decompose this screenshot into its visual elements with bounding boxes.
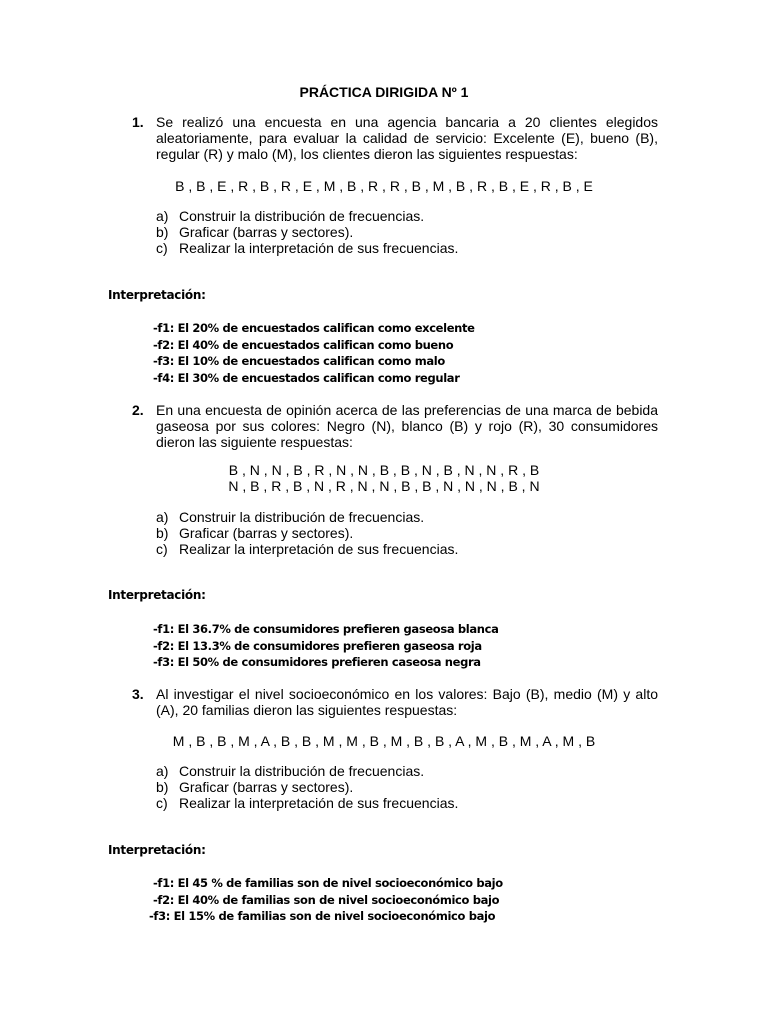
- task-item: a) Construir la distribución de frecuencias.: [156, 763, 425, 779]
- response-data-line: B , B , E , R , B , R , E , M , B , R , R , B , M , B , R , B , E , R , B , E: [175, 178, 593, 194]
- interpretation-list: [153, 621, 498, 671]
- task-list: [156, 208, 458, 256]
- response-data-line: N , B , R , B , N , R , N , N , B , B , N , N , N , B , N: [228, 478, 540, 494]
- interpretation-heading: Interpretación:: [108, 288, 206, 302]
- interpretation-heading: Interpretación:: [108, 588, 206, 602]
- task-item: b) Graficar (barras y sectores).: [156, 525, 354, 541]
- interpretation-item: -f3: El 15% de familias son de nivel socioeconómico bajo: [149, 909, 496, 923]
- interpretation-heading: Interpretación:: [108, 843, 206, 857]
- task-item: c) Realizar la interpretación de sus frecuencias.: [156, 240, 459, 256]
- interpretation-item: -f2: El 40% de familias son de nivel socioeconómico bajo: [153, 892, 500, 907]
- interpretation-item: -f1: El 45 % de familias son de nivel socioeconómico bajo: [153, 876, 503, 890]
- response-data-line: M , B , B , M , A , B , B , M , M , B , M , B , B , A , M , B , M , A , M , B: [172, 733, 596, 749]
- question-text: En una encuesta de opinión acerca de las preferencias de una marca de bebida gaseosa por sus colores: Negro (N), blanco (B) y rojo (R), 30 consumidores dieron las siguiente respuestas:: [156, 402, 658, 450]
- interpretation-item: -f1: El 20% de encuestados califican como excelente: [153, 321, 475, 335]
- response-data-line: B , N , N , B , R , N , N , B , B , N , B , N , N , R , B: [228, 462, 540, 478]
- question-1: [132, 114, 658, 162]
- question-number: 3.: [132, 686, 144, 702]
- interpretation-item: -f3: El 50% de consumidores prefieren caseosa negra: [153, 655, 481, 669]
- task-item: c) Realizar la interpretación de sus frecuencias.: [156, 541, 459, 557]
- interpretation-item: -f1: El 36.7% de consumidores prefieren gaseosa blanca: [153, 622, 499, 636]
- interpretation-item: -f3: El 10% de encuestados califican como malo: [153, 354, 445, 368]
- task-item: a) Construir la distribución de frecuencias.: [156, 509, 425, 525]
- interpretation-item: -f2: El 13.3% de consumidores prefieren gaseosa roja: [153, 638, 482, 653]
- interpretation-item: -f2: El 40% de encuestados califican como bueno: [153, 337, 454, 352]
- interpretation-list: [149, 875, 503, 925]
- task-item: c) Realizar la interpretación de sus frecuencias.: [156, 795, 459, 811]
- task-item: b) Graficar (barras y sectores).: [156, 224, 354, 240]
- question-text: Al investigar el nivel socioeconómico en los valores: Bajo (B), medio (M) y alto (A), 20 familias dieron las siguientes respuestas:: [156, 686, 658, 718]
- question-number: 2.: [132, 402, 144, 418]
- task-list: [156, 509, 458, 557]
- interpretation-list: [153, 320, 475, 386]
- page-title: PRÁCTICA DIRIGIDA Nº 1: [299, 84, 469, 100]
- question-text: Se realizó una encuesta en una agencia bancaria a 20 clientes elegidos aleatoriamente, para evaluar la calidad de servicio: Excelente (E), bueno (B), regular (R) y malo (M), los clientes dieron las siguientes respuestas:: [156, 114, 658, 162]
- task-item: a) Construir la distribución de frecuencias.: [156, 208, 425, 224]
- task-item: b) Graficar (barras y sectores).: [156, 779, 354, 795]
- task-list: [156, 763, 458, 811]
- question-number: 1.: [132, 114, 144, 130]
- question-2: [132, 402, 658, 450]
- interpretation-item: -f4: El 30% de encuestados califican como regular: [153, 370, 460, 385]
- question-3: [132, 686, 658, 718]
